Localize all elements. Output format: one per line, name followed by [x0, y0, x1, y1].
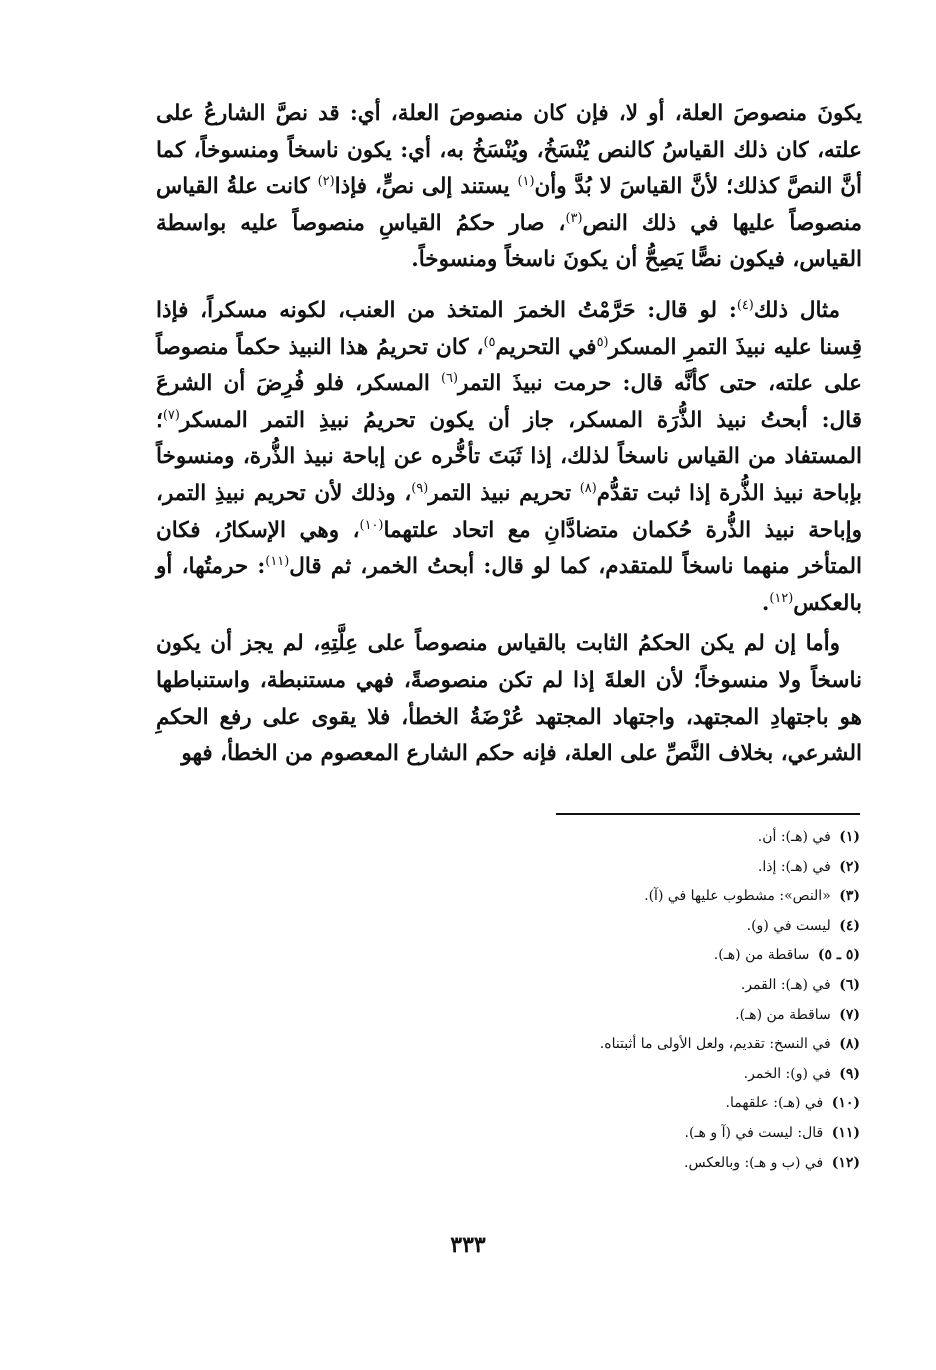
footnote: (٢) في (هـ): إذا. — [757, 858, 860, 875]
footnote-marker-11: (١١) — [265, 553, 290, 569]
footnote-marker-12: (١٢) — [769, 590, 794, 606]
main-text — [156, 96, 862, 773]
footnote: (١) في (هـ): أن. — [757, 829, 860, 845]
footnote: (١٠) في (هـ): علقهما. — [725, 1095, 860, 1112]
footnote-marker-9: (٩) — [411, 480, 429, 496]
footnote-marker-3: (٣) — [565, 210, 583, 226]
footnote: (١١) قال: ليست في (آ و هـ). — [684, 1124, 860, 1141]
footnote-marker-2: (٢) — [317, 174, 335, 190]
footnote-marker-8: (٨) — [579, 480, 597, 496]
footnote: (٨) في النسخ: تقديم، ولعل الأولى ما أثبتناه. — [599, 1036, 860, 1053]
paragraph-1: يكونَ منصوصَ العلة، أو لا، فإن كان منصوصَ العلة، أي: قد نصَّ الشارعُ على علته، كان ذلك القياسُ كالنص يُنْسَخُ، ويُنْسَخُ به، أي: يكون ناسخاً ومنسوخاً، كما أنَّ النصَّ كذلك؛ لأنَّ القياسَ لا بُدَّ وأن$^{(١)}$ يستند إلى نصٍّ، فإذا$^{(٢)}$ كانت علةُ القياس منصوصاً عليها في ذلك النص$^{(٣)}$، صار حكمُ القياسِ منصوصاً عليه بواسطة القياس، فيكون نصًّا يَصِحُّ أن يكونَ ناسخاً ومنسوخاً. — [156, 101, 862, 273]
footnote: (١٢) في (ب و هـ): وبالعكس. — [684, 1154, 860, 1171]
footnote-marker-6: (٦) — [440, 371, 458, 386]
footnote-marker-5-end: ٥) — [483, 334, 496, 350]
footnotes — [440, 823, 860, 1178]
page-number: ٣٣٣ — [450, 1232, 486, 1258]
footnote: (٩) في (و): الخمر. — [743, 1065, 860, 1082]
footnote-marker-10: (١٠) — [359, 517, 384, 533]
footnote-separator — [556, 813, 860, 815]
footnote-marker-7: (٧) — [162, 407, 180, 423]
footnote: (٦) في (هـ): القمر. — [740, 976, 860, 993]
footnote: (٧) ساقطة من (هـ). — [735, 1006, 860, 1023]
footnote: (٥ ـ ٥) ساقطة من (هـ). — [713, 947, 860, 964]
paragraph-3: وأما إن لم يكن الحكمُ الثابت بالقياس منصوصاً على عِلَّتِهِ، لم يجز أن يكون ناسخاً ولا منسوخاً؛ لأن العلةَ إذا لم تكن منصوصةً، فهي مستنبطة، واستنباطها هو باجتهادِ المجتهد، واجتهاد المجتهد عُرْضَةُ الخطأ، فلا يقوى على رفع الحكمِ الشرعي، بخلاف النَّصِّ على العلة، فإنه حكم الشارع المعصوم من الخطأ، فهو — [156, 631, 862, 767]
footnote-marker-4: (٤) — [736, 297, 754, 313]
footnote-marker-1: (١) — [517, 174, 535, 190]
footnote-marker-5-start: (٥ — [596, 334, 609, 350]
footnote: (٣) «النص»: مشطوب عليها في (آ). — [644, 888, 860, 905]
paragraph-2: مثال ذلك$^{(٤)}$: لو قال: حَرَّمْتُ الخمرَ المتخذ من العنب، لكونه مسكراً، فإذا قِسنا عليه نبيذَ التمرِ المسكر$^{(٥}$في التحريم$^{٥)}$، كان تحريمُ هذا النبيذ حكماً منصوصاً على علته، حتى كأنَّه قال: حرمت نبيذَ التمر$^{(٦)}$ المسكر، فلو فُرِضَ أن الشرعَ قال: أبحتُ نبيذ الذُّرَة المسكر، جاز أن يكون تحريمُ نبيذِ التمر المسكر$^{(٧)}$؛ المستفاد من القياس ناسخاً لذلك، إذا ثَبَتَ تأخُّره عن إباحة نبيذ الذُّرة، ومنسوخاً بإباحة نبيذ الذُّرة إذا ثبت تقدُّم$^{(٨)}$ تحريم نبيذ التمر$^{(٩)}$، وذلك لأن تحريم نبيذِ التمر، وإباحة نبيذ الذُّرة حُكمان متضادَّانِ مع اتحاد علتهما$^{(١٠)}$، وهي الإسكارُ، فكان المتأخر منهما ناسخاً للمتقدم، كما لو قال: أبحتُ الخمر، ثم قال$^{(١١)}$: حرمتُها، أو بالعكس$^{(١٢)}$. — [156, 297, 863, 616]
footnote: (٤) ليست في (و). — [746, 917, 860, 934]
